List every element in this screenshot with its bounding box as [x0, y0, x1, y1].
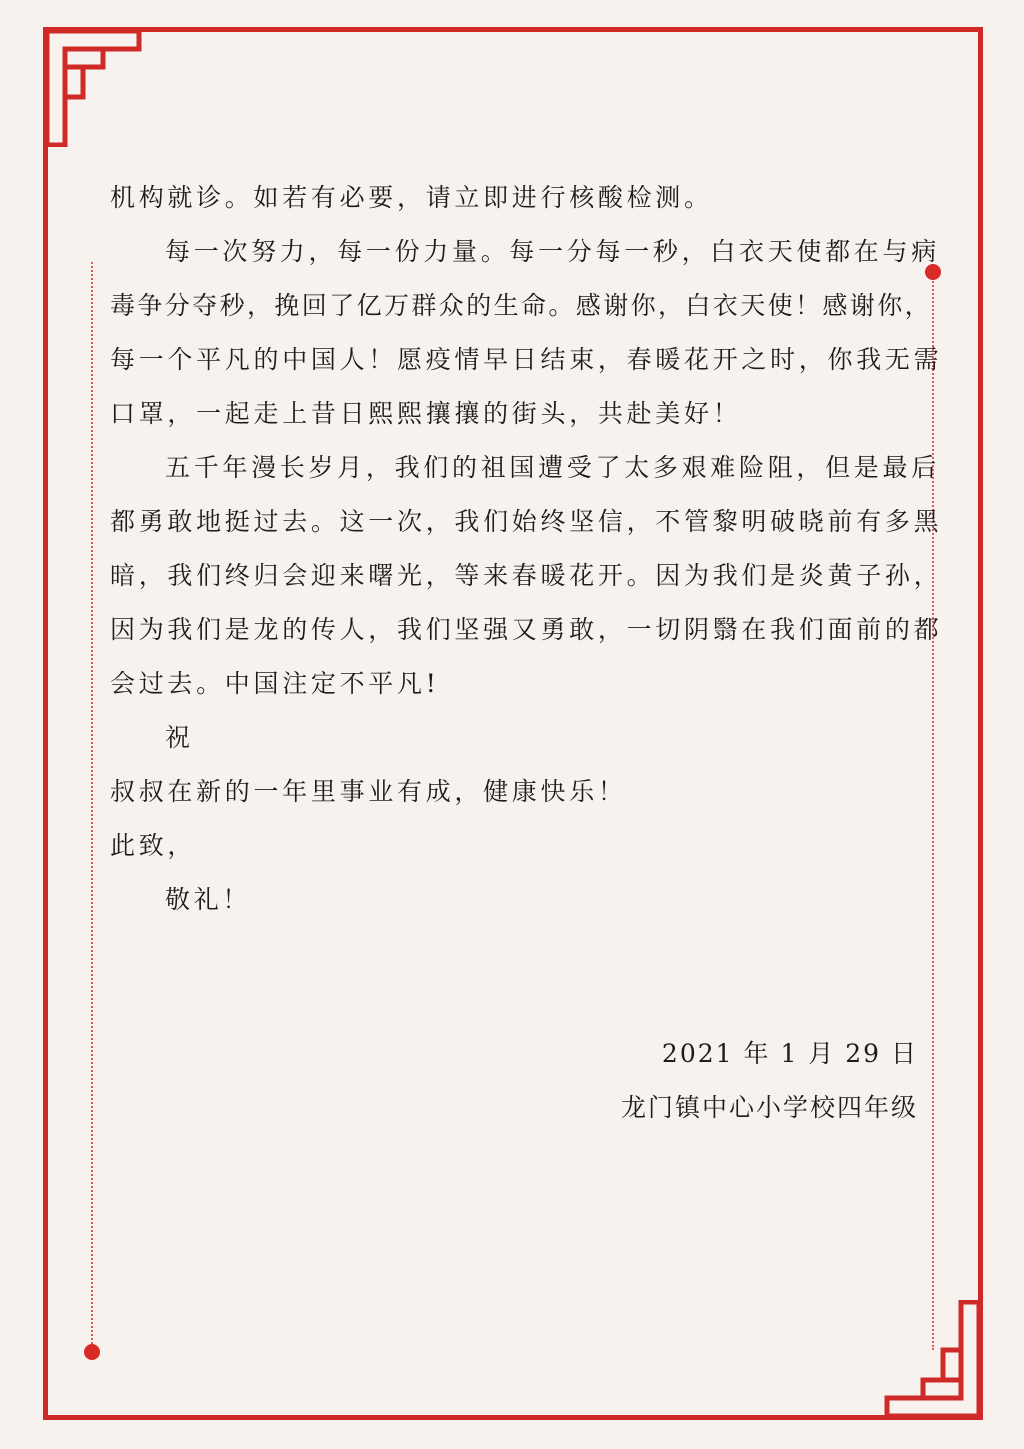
letter-line: 口罩，一起走上昔日熙熙攘攘的街头，共赴美好！ [110, 399, 742, 428]
letter-signature: 龙门镇中心小学校四年级 [620, 1093, 918, 1122]
letter-closing-jingli: 敬礼！ [165, 885, 252, 914]
letter-line: 每一次努力，每一份力量。每一分每一秒，白衣天使都在与病 [165, 237, 940, 266]
letter-wish: 叔叔在新的一年里事业有成，健康快乐！ [110, 777, 627, 806]
letter-closing-zhu: 祝 [165, 723, 194, 752]
letter-line: 暗，我们终归会迎来曙光，等来春暖花开。因为我们是炎黄子孙， [110, 561, 943, 590]
corner-ornament-top-left [43, 27, 143, 147]
letter-line: 每一个平凡的中国人！愿疫情早日结束，春暖花开之时，你我无需 [110, 345, 943, 374]
letter-line: 五千年漫长岁月，我们的祖国遭受了太多艰难险阻，但是最后 [165, 453, 940, 482]
left-dotted-margin-line [91, 262, 93, 1352]
right-dotted-margin-line [932, 270, 934, 1350]
letter-line: 因为我们是龙的传人，我们坚强又勇敢，一切阴翳在我们面前的都 [110, 615, 943, 644]
letter-line: 机构就诊。如若有必要，请立即进行核酸检测。 [110, 183, 713, 212]
letter-date: 2021 年 1 月 29 日 [661, 1039, 918, 1068]
letter-line: 毒争分夺秒，挽回了亿万群众的生命。感谢你，白衣天使！感谢你， [110, 291, 933, 320]
letter-body [110, 171, 943, 1135]
letter-line: 会过去。中国注定不平凡! [110, 669, 440, 698]
letter-closing-cizhi: 此致， [110, 831, 197, 860]
letter-line: 都勇敢地挺过去。这一次，我们始终坚信，不管黎明破晓前有多黑 [110, 507, 943, 536]
left-margin-dot [84, 1344, 100, 1360]
